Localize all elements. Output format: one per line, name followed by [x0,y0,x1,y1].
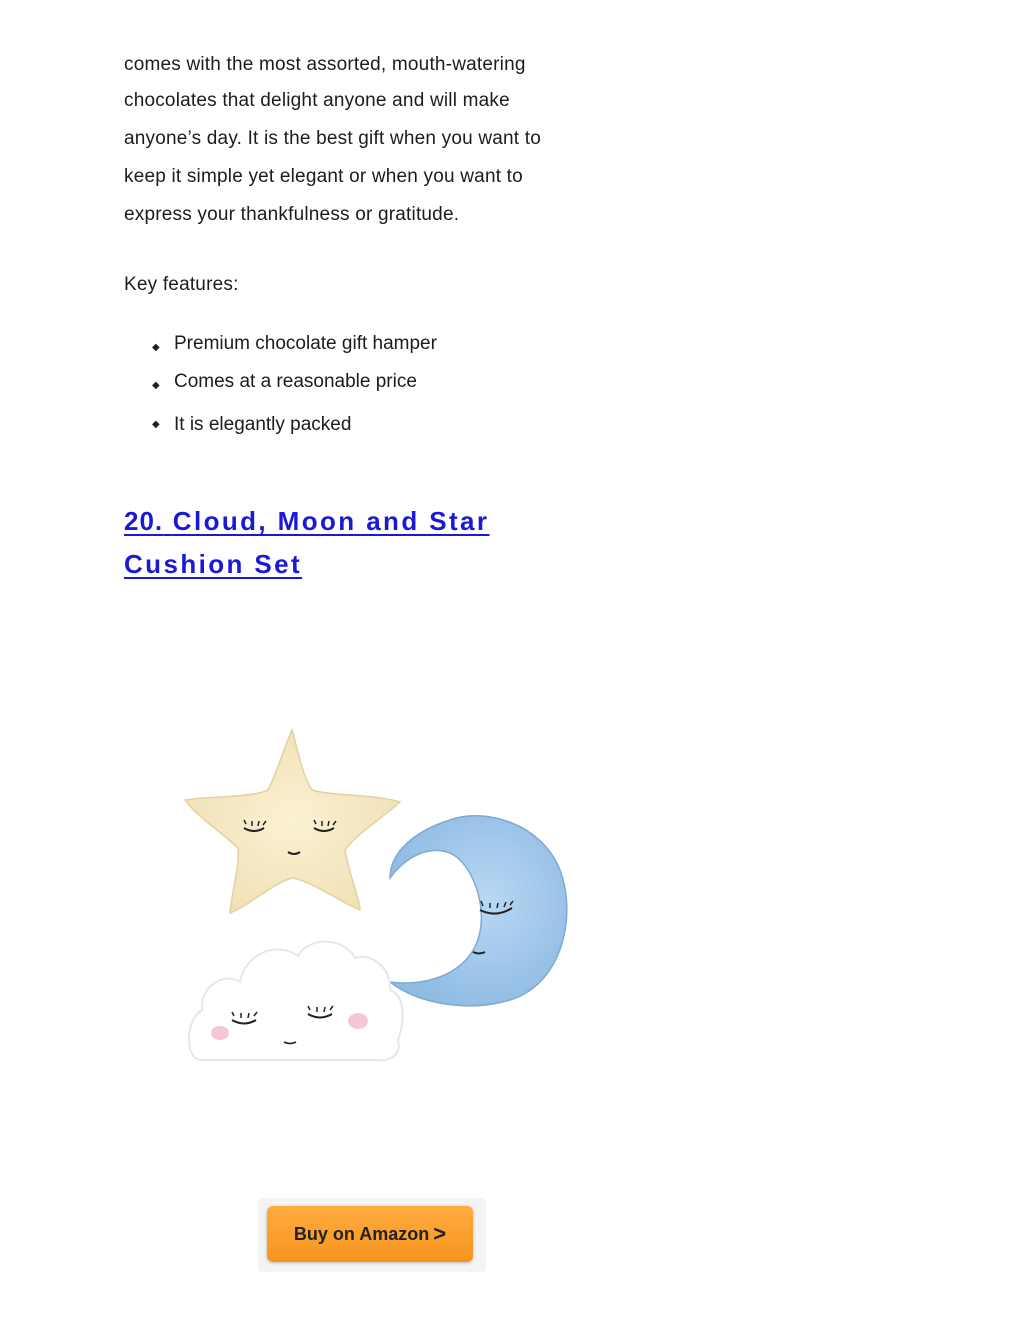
product-image [180,720,580,1070]
buy-button-container [258,1198,486,1272]
key-features-label: Key features: [124,274,239,295]
paragraph-line: comes with the most assorted, mouth-watering [124,54,526,75]
buy-button-label: Buy on Amazon [293,1223,430,1244]
feature-item: Comes at a reasonable price [174,371,417,392]
bullet-diamond-icon: ◆ [152,342,160,353]
cloud-cushion [189,942,403,1061]
paragraph-line: anyone’s day. It is the best gift when you want to [124,128,541,149]
buy-on-amazon-button[interactable] [267,1206,473,1262]
feature-item: Premium chocolate gift hamper [174,333,437,354]
moon-cushion [390,816,567,1006]
paragraph-line: chocolates that delight anyone and will make [124,90,510,111]
product-number[interactable]: 20. [124,506,164,536]
paragraph-line: express your thankfulness or gratitude. [124,204,460,225]
bullet-diamond-icon: ◆ [152,419,160,430]
chevron-right-icon: > [433,1221,447,1246]
product-title-link-line2[interactable] [124,549,302,580]
star-cushion [185,730,400,913]
paragraph-line: keep it simple yet elegant or when you want to [124,166,523,187]
product-title-line2[interactable]: Cushion Set [124,549,303,579]
bullet-diamond-icon: ◆ [152,380,160,391]
product-title-line1[interactable]: Cloud, Moon and Star [172,506,490,536]
feature-item: It is elegantly packed [174,414,352,435]
product-title-link[interactable] [124,506,489,537]
